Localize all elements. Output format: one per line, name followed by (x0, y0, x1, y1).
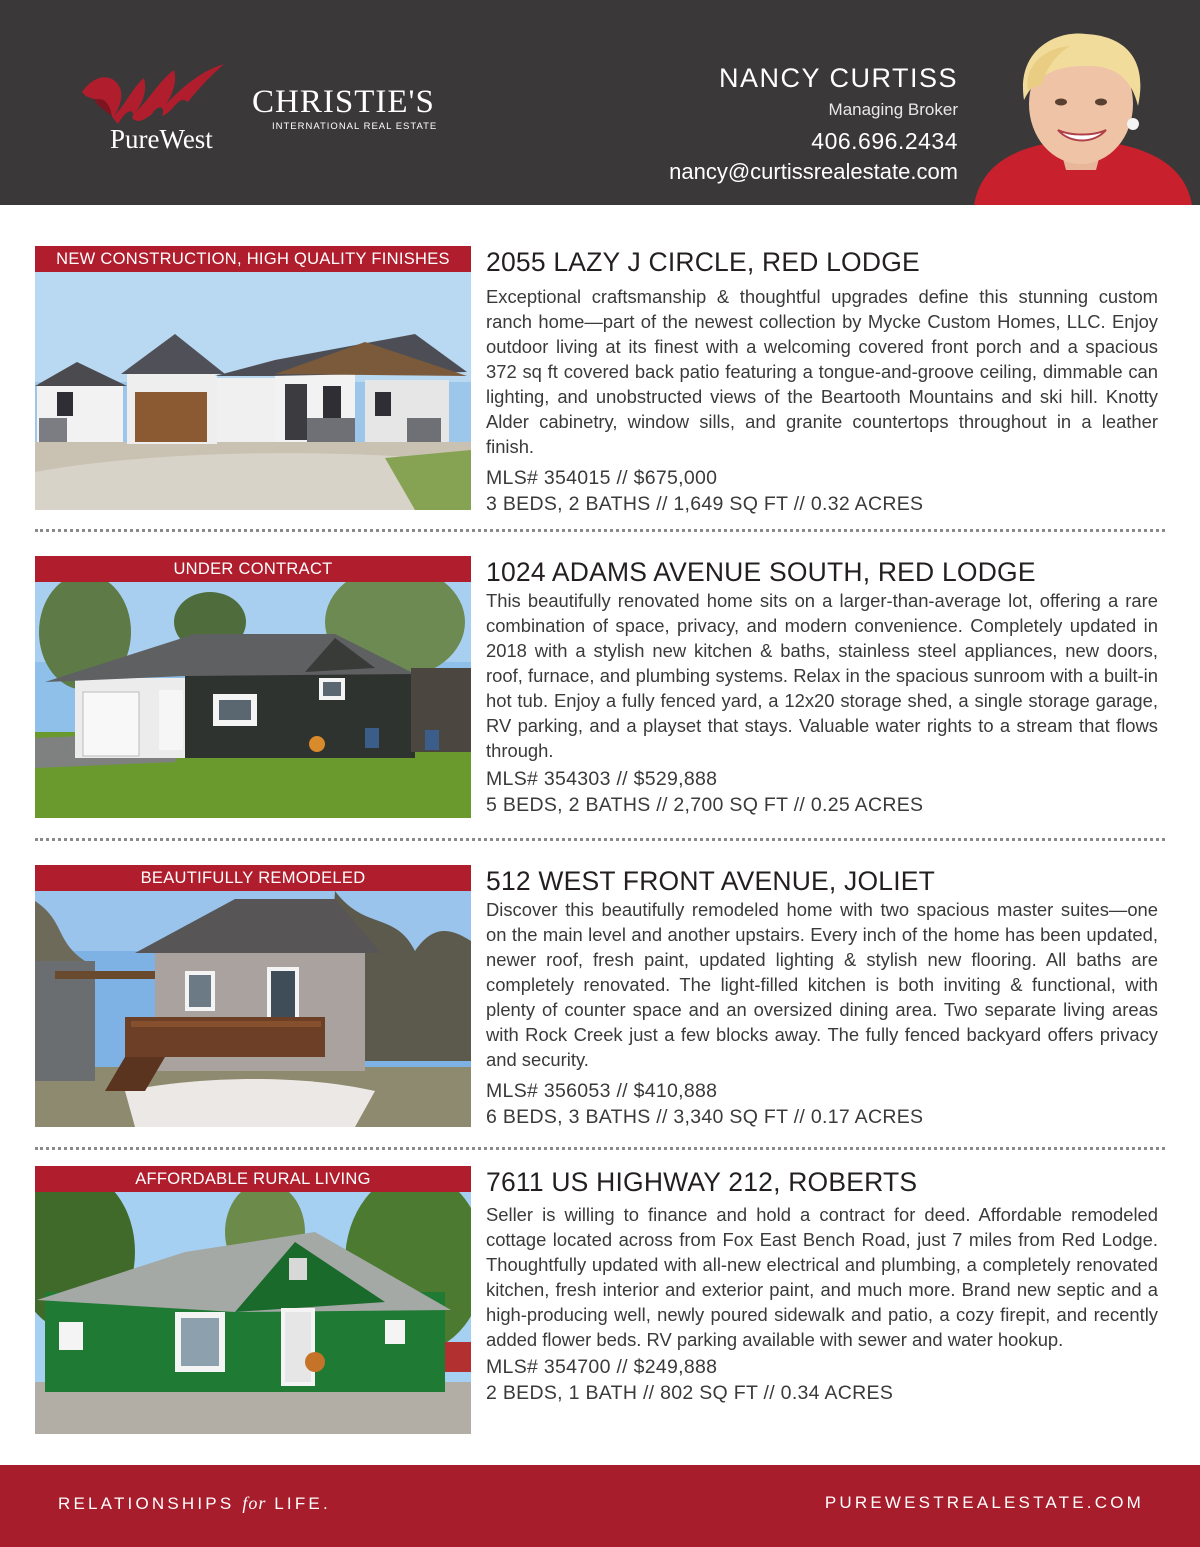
footer-tagline (58, 1493, 331, 1514)
listing-card (35, 1166, 1165, 1446)
listing-photo[interactable] (35, 891, 471, 1127)
listing-details (486, 1166, 1158, 1406)
listing-specs: 3 BEDS, 2 BATHS // 1,649 SQ FT // 0.32 ACRES (486, 493, 924, 515)
footer-website-link[interactable]: PUREWESTREALESTATE.COM (824, 1493, 1144, 1512)
listing-mls-price: MLS# 354700 // $249,888 (486, 1356, 718, 1378)
listing-card (35, 865, 1165, 1135)
christies-brand-name: CHRISTIE'S (252, 84, 435, 120)
listing-banner: NEW CONSTRUCTION, HIGH QUALITY FINISHES (35, 246, 471, 272)
christies-brand-subtitle: INTERNATIONAL REAL ESTATE (272, 121, 438, 132)
house-photo-image (35, 891, 471, 1127)
listing-details (486, 556, 1158, 818)
listing-banner: AFFORDABLE RURAL LIVING (35, 1166, 471, 1192)
listing-details (486, 865, 1158, 1130)
listing-address[interactable]: 512 WEST FRONT AVENUE, JOLIET (486, 866, 936, 896)
listing-description: Discover this beautifully remodeled home with two spacious master suites—one on the main level and another upstairs. Every inch of the home has been updated, newer roof, fresh paint, updated lighting & stylish new flooring. All baths are completely renovated. The light-filled kitchen is both inviting & functional, with plenty of counter space and an oversized dining area. Two separate living areas with Rock Creek just a few blocks away. The fully fenced backyard offers privacy and security. (486, 899, 1158, 1070)
listing-mls-price: MLS# 356053 // $410,888 (486, 1080, 718, 1102)
listing-photo[interactable] (35, 1192, 471, 1434)
listing-description: Seller is willing to finance and hold a contract for deed. Affordable remodeled cottage located across from Fox East Bench Road, just 7 miles from Red Lodge. Thoughtfully updated with all-new electrical and plumbing, a completely renovated kitchen, fresh interior and exterior paint, and much more. Brand new septic and a high-producing well, newly poured sidewalk and patio, a cozy firepit, and recently added flower beds. RV parking available with sewer and water hookup. (486, 1204, 1158, 1350)
agent-name: NANCY CURTISS (718, 63, 958, 93)
purewest-brand-name: PureWest (110, 124, 213, 154)
listing-specs: 2 BEDS, 1 BATH // 802 SQ FT // 0.34 ACRES (486, 1382, 894, 1404)
listing-specs: 5 BEDS, 2 BATHS // 2,700 SQ FT // 0.25 ACRES (486, 794, 924, 816)
page-footer (0, 1465, 1200, 1547)
section-divider (35, 838, 1165, 841)
tagline-for: for (242, 1493, 267, 1513)
page-header (0, 0, 1200, 205)
listing-photo[interactable] (35, 582, 471, 818)
listing-banner: UNDER CONTRACT (35, 556, 471, 582)
listing-stats (486, 1354, 1158, 1406)
listing-mls-price: MLS# 354303 // $529,888 (486, 768, 718, 790)
listing-address[interactable]: 2055 LAZY J CIRCLE, RED LODGE (486, 247, 920, 277)
listing-details (486, 246, 1158, 517)
agent-email[interactable]: nancy@curtissrealestate.com (669, 159, 958, 184)
agent-title: Managing Broker (828, 100, 958, 119)
house-photo-image (35, 582, 471, 818)
listing-description: Exceptional craftsmanship & thoughtful upgrades define this stunning custom ranch home—part of the newest collection by Mycke Custom Homes, LLC. Enjoy outdoor living at its finest with a welcoming covered front porch and a spacious 372 sq ft covered back patio featuring a tongue-and-groove ceiling, dimmable can lighting, and unobstructed views of the Beartooth Mountains and ski hill. Knotty Alder cabinetry, window sills, and granite countertops throughout in a leather finish. (486, 286, 1158, 457)
listing-description: This beautifully renovated home sits on a larger-than-average lot, offering a rare combination of space, privacy, and modern convenience. Completely updated in 2018 with a stylish new kitchen & baths, stainless steel appliances, new doors, roof, furnace, and plumbing systems. Relax in the spacious sunroom with a built-in hot tub. Enjoy a fully fenced yard, a 12x20 storage shed, a single storage garage, RV parking, and a playset that stays. Valuable water rights to a stream that flows through. (486, 590, 1158, 761)
tagline-end: LIFE. (274, 1494, 331, 1513)
listing-address[interactable]: 7611 US HIGHWAY 212, ROBERTS (486, 1167, 918, 1197)
section-divider (35, 1147, 1165, 1150)
agent-contact-block (669, 60, 958, 186)
agent-phone[interactable]: 406.696.2434 (811, 128, 958, 154)
section-divider (35, 529, 1165, 532)
listing-stats (486, 465, 1158, 517)
house-photo-image (35, 1192, 471, 1434)
listing-card (35, 246, 1165, 522)
agent-portrait-photo (966, 20, 1196, 205)
listing-stats (486, 1078, 1158, 1130)
listing-banner: BEAUTIFULLY REMODELED (35, 865, 471, 891)
listing-photo[interactable] (35, 272, 471, 510)
listing-specs: 6 BEDS, 3 BATHS // 3,340 SQ FT // 0.17 ACRES (486, 1106, 924, 1128)
listing-card (35, 556, 1165, 826)
listing-mls-price: MLS# 354015 // $675,000 (486, 467, 718, 489)
tagline-start: RELATIONSHIPS (58, 1494, 235, 1513)
listing-stats (486, 766, 1158, 818)
listing-address[interactable]: 1024 ADAMS AVENUE SOUTH, RED LODGE (486, 557, 1036, 587)
house-photo-image (35, 272, 471, 510)
